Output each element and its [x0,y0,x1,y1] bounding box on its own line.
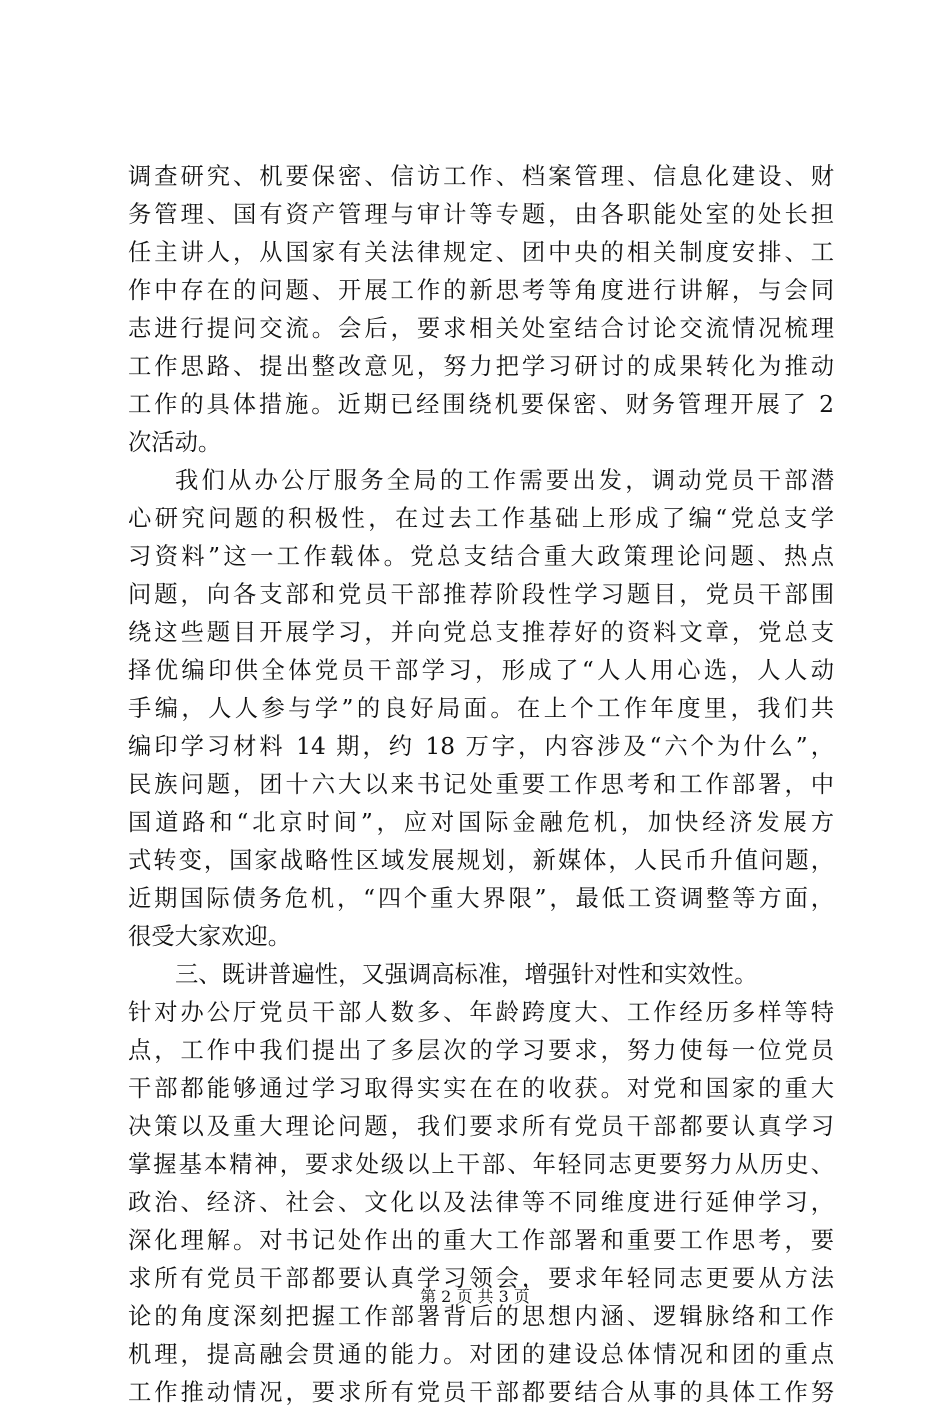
text-line: 点，工作中我们提出了多层次的学习要求，努力使每一位党员 [128,1037,834,1064]
document-body [128,158,834,1412]
text-line: 很受大家欢迎。 [128,923,292,950]
text-line: 习资料”这一工作载体。党总支结合重大政策理论问题、热点 [128,543,834,570]
text-line: 任主讲人，从国家有关法律规定、团中央的相关制度安排、工 [128,239,834,266]
paragraph-first-line: 我们从办公厅服务全局的工作需要出发，调动党员干部潜 [175,467,834,494]
text-line: 手编，人人参与学”的良好局面。在上个工作年度里，我们共 [128,695,834,722]
page-number-footer: 第 2 页 共 3 页 [420,1287,530,1306]
text-line: 工作的具体措施。近期已经围绕机要保密、财务管理开展了 2 [128,391,834,418]
text-line: 式转变，国家战略性区域发展规划，新媒体，人民币升值问题， [128,847,834,874]
text-line: 求所有党员干部都要认真学习领会，要求年轻同志更要从方法 [128,1265,834,1292]
text-line: 工作推动情况，要求所有党员干部都要结合从事的具体工作努 [128,1379,834,1406]
text-line: 掌握基本精神，要求处级以上干部、年轻同志更要努力从历史、 [128,1151,834,1178]
text-line: 择优编印供全体党员干部学习，形成了“人人用心选，人人动 [128,657,834,684]
text-line: 次活动。 [128,429,222,456]
text-line: 机理，提高融会贯通的能力。对团的建设总体情况和团的重点 [128,1341,834,1368]
section-heading-line: 三、既讲普遍性，又强调高标准，增强针对性和实效性。 [175,961,758,988]
text-line: 工作思路、提出整改意见，努力把学习研讨的成果转化为推动 [128,353,834,380]
text-line: 论的角度深刻把握工作部署背后的思想内涵、逻辑脉络和工作 [128,1303,834,1330]
text-line: 作中存在的问题、开展工作的新思考等角度进行讲解，与会同 [128,277,834,304]
text-line: 干部都能够通过学习取得实实在在的收获。对党和国家的重大 [128,1075,834,1102]
text-line: 决策以及重大理论问题，我们要求所有党员干部都要认真学习 [128,1113,834,1140]
text-line: 针对办公厅党员干部人数多、年龄跨度大、工作经历多样等特 [128,999,834,1026]
text-line: 心研究问题的积极性，在过去工作基础上形成了编“党总支学 [128,505,834,532]
text-line: 国道路和“北京时间”，应对国际金融危机，加快经济发展方 [128,809,834,836]
text-line: 志进行提问交流。会后，要求相关处室结合讨论交流情况梳理 [128,315,834,342]
text-line: 近期国际债务危机，“四个重大界限”，最低工资调整等方面， [128,885,834,912]
text-line: 深化理解。对书记处作出的重大工作部署和重要工作思考，要 [128,1227,834,1254]
text-line: 编印学习材料 14 期，约 18 万字，内容涉及“六个为什么”， [128,733,834,760]
text-line: 政治、经济、社会、文化以及法律等不同维度进行延伸学习， [128,1189,834,1216]
text-line: 绕这些题目开展学习，并向党总支推荐好的资料文章，党总支 [128,619,834,646]
text-line: 调查研究、机要保密、信访工作、档案管理、信息化建设、财 [128,163,834,190]
text-line: 务管理、国有资产管理与审计等专题，由各职能处室的处长担 [128,201,834,228]
text-line: 问题，向各支部和党员干部推荐阶段性学习题目，党员干部围 [128,581,834,608]
text-line: 民族问题，团十六大以来书记处重要工作思考和工作部署，中 [128,771,834,798]
